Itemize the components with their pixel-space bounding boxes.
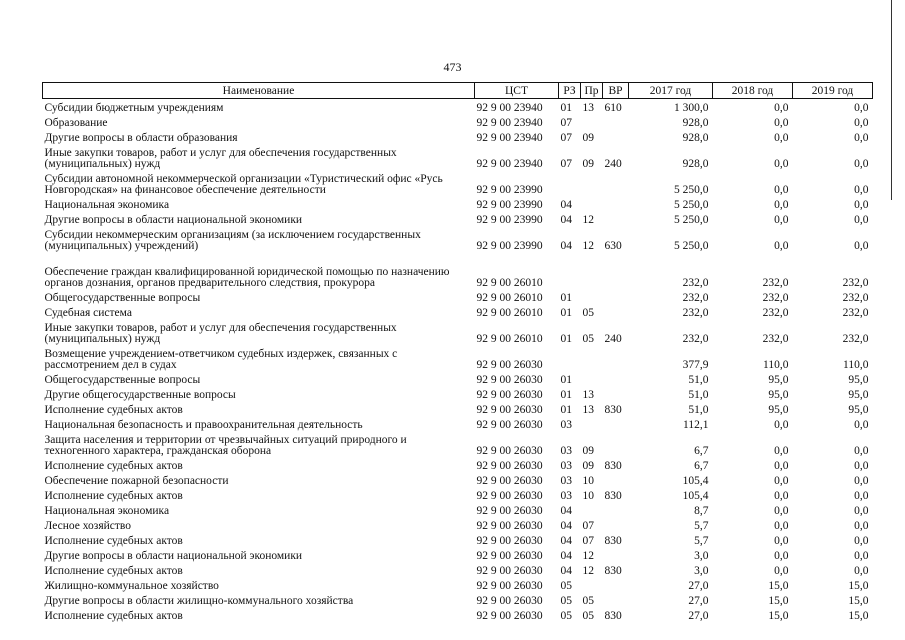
- cell-y2019: 0,0: [854, 158, 869, 170]
- cell-vr: [603, 371, 629, 386]
- cell-vr: [603, 416, 629, 431]
- right-edge-line: [891, 0, 892, 200]
- cell-name: Другие общегосударственные вопросы: [44, 389, 236, 401]
- cell-name: Иные закупки товаров, работ и услуг для обеспечения государственных (муниципальных) нужд: [44, 147, 397, 170]
- col-header-name: Наименование: [43, 83, 475, 99]
- cell-rz: 03: [560, 490, 572, 502]
- table-row: [43, 457, 873, 472]
- cell-cst: 92 9 00 26010: [476, 292, 543, 304]
- cell-rz: 04: [560, 520, 572, 532]
- cell-cst: 92 9 00 26030: [476, 610, 543, 622]
- cell-y2018: 232,0: [762, 333, 789, 345]
- cell-pr: 09: [582, 460, 594, 472]
- col-header-vr: ВР: [603, 83, 629, 99]
- cell-y2018: 0,0: [774, 550, 789, 562]
- cell-y2019: 0,0: [854, 240, 869, 252]
- cell-pr: [581, 371, 603, 386]
- cell-pr: 13: [582, 102, 594, 114]
- cell-y2017: 51,0: [688, 389, 709, 401]
- cell-vr: [603, 252, 629, 289]
- cell-vr: [603, 517, 629, 532]
- cell-vr: 830: [604, 535, 622, 547]
- cell-name: Национальная экономика: [44, 199, 170, 211]
- cell-y2018: 0,0: [774, 199, 789, 211]
- cell-y2019: 110,0: [843, 359, 869, 371]
- cell-name: Другие вопросы в области жилищно-коммунального хозяйства: [44, 595, 354, 607]
- cell-y2017: 232,0: [682, 292, 709, 304]
- cell-rz: [559, 252, 581, 289]
- cell-y2019: 0,0: [854, 550, 869, 562]
- cell-rz: 03: [560, 460, 572, 472]
- cell-y2019: 0,0: [854, 565, 869, 577]
- cell-cst: 92 9 00 26030: [476, 565, 543, 577]
- col-header-rz: РЗ: [559, 83, 581, 99]
- cell-name: Исполнение судебных актов: [44, 535, 183, 547]
- cell-pr: [581, 252, 603, 289]
- cell-y2018: 95,0: [768, 374, 789, 386]
- cell-y2018: 0,0: [774, 132, 789, 144]
- cell-rz: 01: [560, 374, 572, 386]
- cell-rz: 04: [560, 214, 572, 226]
- cell-cst: 92 9 00 26030: [476, 580, 543, 592]
- table-row: [43, 211, 873, 226]
- cell-y2018: 0,0: [774, 505, 789, 517]
- cell-y2018: 15,0: [768, 610, 789, 622]
- cell-rz: 05: [560, 595, 572, 607]
- cell-vr: [603, 170, 629, 196]
- cell-y2019: 15,0: [848, 580, 869, 592]
- cell-y2017: 232,0: [682, 333, 709, 345]
- cell-y2017: 5 250,0: [674, 240, 709, 252]
- cell-pr: 05: [582, 333, 594, 345]
- cell-cst: 92 9 00 26030: [476, 505, 543, 517]
- cell-pr: 12: [582, 550, 594, 562]
- cell-y2019: 0,0: [854, 102, 869, 114]
- cell-y2017: 51,0: [688, 404, 709, 416]
- cell-y2019: 0,0: [854, 117, 869, 129]
- cell-rz: 01: [560, 102, 572, 114]
- cell-vr: [603, 345, 629, 371]
- cell-rz: 01: [560, 307, 572, 319]
- cell-y2017: 5 250,0: [674, 184, 709, 196]
- cell-y2019: 232,0: [842, 307, 869, 319]
- cell-rz: 04: [560, 550, 572, 562]
- table-row: [43, 416, 873, 431]
- cell-name: Обеспечение граждан квалифицированной юридической помощью по назначению органов дознания, органов предварительного следствия, прокурора: [44, 266, 450, 289]
- cell-vr: [603, 502, 629, 517]
- cell-vr: 240: [604, 158, 622, 170]
- table-row: [43, 577, 873, 592]
- cell-y2019: 0,0: [854, 445, 869, 457]
- cell-y2018: 0,0: [774, 520, 789, 532]
- table-header-row: [43, 83, 873, 99]
- table-row: [43, 592, 873, 607]
- table-row: [43, 532, 873, 547]
- cell-y2019: 95,0: [848, 404, 869, 416]
- cell-name: Возмещение учреждением-ответчиком судебных издержек, связанных с рассмотрением дел в судах: [44, 348, 398, 371]
- table-row: [43, 129, 873, 144]
- cell-rz: 05: [560, 580, 572, 592]
- cell-vr: [603, 577, 629, 592]
- cell-cst: 92 9 00 26030: [476, 404, 543, 416]
- cell-cst: 92 9 00 26030: [476, 419, 543, 431]
- cell-name: Исполнение судебных актов: [44, 404, 183, 416]
- cell-y2018: 0,0: [774, 535, 789, 547]
- cell-y2018: 0,0: [774, 419, 789, 431]
- cell-y2019: 15,0: [848, 610, 869, 622]
- cell-y2019: 232,0: [842, 292, 869, 304]
- cell-pr: 05: [582, 307, 594, 319]
- cell-rz: 04: [560, 565, 572, 577]
- cell-name: Исполнение судебных актов: [44, 490, 183, 502]
- cell-pr: [581, 289, 603, 304]
- cell-rz: 03: [560, 445, 572, 457]
- cell-y2019: 0,0: [854, 132, 869, 144]
- table-row: [43, 607, 873, 622]
- table-row: [43, 431, 873, 457]
- cell-pr: [581, 170, 603, 196]
- cell-pr: [581, 502, 603, 517]
- cell-vr: 830: [604, 565, 622, 577]
- table-row: [43, 401, 873, 416]
- cell-y2019: 0,0: [854, 419, 869, 431]
- cell-cst: 92 9 00 26030: [476, 374, 543, 386]
- cell-cst: 92 9 00 23990: [476, 240, 543, 252]
- cell-rz: 07: [560, 158, 572, 170]
- cell-y2019: 0,0: [854, 214, 869, 226]
- cell-vr: [603, 431, 629, 457]
- cell-pr: 05: [582, 595, 594, 607]
- cell-y2017: 1 300,0: [674, 102, 709, 114]
- table-row: [43, 502, 873, 517]
- cell-y2017: 51,0: [688, 374, 709, 386]
- cell-y2018: 95,0: [768, 389, 789, 401]
- cell-pr: 09: [582, 445, 594, 457]
- cell-name: Субсидии автономной некоммерческой организации «Туристический офис «Русь Новгородская» на финансовое обеспечение деятельности: [44, 173, 443, 196]
- cell-pr: [581, 345, 603, 371]
- cell-rz: 01: [560, 389, 572, 401]
- cell-y2017: 928,0: [682, 158, 709, 170]
- cell-y2017: 6,7: [694, 460, 709, 472]
- cell-rz: 04: [560, 199, 572, 211]
- cell-y2018: 232,0: [762, 277, 789, 289]
- cell-y2017: 3,0: [694, 550, 709, 562]
- cell-pr: 12: [582, 214, 594, 226]
- cell-name: Общегосударственные вопросы: [44, 374, 201, 386]
- table-row: [43, 547, 873, 562]
- cell-pr: [581, 416, 603, 431]
- cell-vr: [603, 114, 629, 129]
- budget-table: [42, 82, 873, 622]
- cell-y2017: 232,0: [682, 307, 709, 319]
- cell-name: Образование: [44, 117, 108, 129]
- page-number: 473: [443, 60, 462, 74]
- cell-y2018: 110,0: [763, 359, 789, 371]
- cell-name: Другие вопросы в области национальной экономики: [44, 214, 303, 226]
- cell-rz: 01: [560, 333, 572, 345]
- cell-pr: [581, 114, 603, 129]
- cell-y2019: 95,0: [848, 389, 869, 401]
- cell-name: Национальная экономика: [44, 505, 170, 517]
- cell-rz: [559, 345, 581, 371]
- cell-y2017: 105,4: [682, 475, 709, 487]
- cell-pr: 09: [582, 132, 594, 144]
- cell-y2017: 27,0: [688, 595, 709, 607]
- table-row: [43, 170, 873, 196]
- col-header-2018: 2018 год: [713, 83, 793, 99]
- cell-vr: [603, 289, 629, 304]
- col-header-2019: 2019 год: [793, 83, 873, 99]
- col-header-cst: ЦСТ: [475, 83, 559, 99]
- cell-y2018: 0,0: [774, 240, 789, 252]
- cell-rz: 04: [560, 240, 572, 252]
- cell-cst: 92 9 00 26030: [476, 475, 543, 487]
- cell-y2017: 27,0: [688, 580, 709, 592]
- cell-vr: 830: [604, 610, 622, 622]
- cell-cst: 92 9 00 23940: [476, 158, 543, 170]
- cell-y2018: 0,0: [774, 102, 789, 114]
- cell-cst: 92 9 00 26030: [476, 595, 543, 607]
- cell-rz: 03: [560, 475, 572, 487]
- cell-cst: 92 9 00 23990: [476, 184, 543, 196]
- cell-name: Общегосударственные вопросы: [44, 292, 201, 304]
- cell-cst: 92 9 00 23990: [476, 214, 543, 226]
- cell-cst: 92 9 00 26030: [476, 520, 543, 532]
- cell-y2017: 5,7: [694, 520, 709, 532]
- cell-vr: [603, 592, 629, 607]
- table-row: [43, 114, 873, 129]
- col-header-2017: 2017 год: [629, 83, 713, 99]
- cell-cst: 92 9 00 26030: [476, 359, 543, 371]
- cell-vr: 630: [604, 240, 622, 252]
- cell-vr: 830: [604, 490, 622, 502]
- cell-name: Иные закупки товаров, работ и услуг для обеспечения государственных (муниципальных) нужд: [44, 322, 397, 345]
- cell-y2019: 0,0: [854, 490, 869, 502]
- cell-y2017: 105,4: [682, 490, 709, 502]
- cell-rz: 07: [560, 117, 572, 129]
- table-row: [43, 517, 873, 532]
- cell-y2017: 5 250,0: [674, 199, 709, 211]
- cell-y2019: 0,0: [854, 520, 869, 532]
- cell-y2019: 0,0: [854, 184, 869, 196]
- cell-vr: [603, 196, 629, 211]
- cell-pr: 07: [582, 535, 594, 547]
- cell-name: Жилищно-коммунальное хозяйство: [44, 580, 219, 592]
- cell-rz: 03: [560, 419, 572, 431]
- table-row: [43, 252, 873, 289]
- cell-y2017: 232,0: [682, 277, 709, 289]
- cell-vr: [603, 547, 629, 562]
- table-row: [43, 99, 873, 115]
- cell-y2019: 0,0: [854, 505, 869, 517]
- cell-y2018: 0,0: [774, 214, 789, 226]
- cell-y2017: 8,7: [694, 505, 709, 517]
- cell-cst: 92 9 00 23990: [476, 199, 543, 211]
- cell-y2018: 0,0: [774, 565, 789, 577]
- cell-name: Субсидии некоммерческим организациям (за исключением государственных (муниципальных) учреждений): [44, 229, 421, 252]
- cell-vr: [603, 472, 629, 487]
- cell-y2017: 377,9: [682, 359, 709, 371]
- cell-pr: 10: [582, 490, 594, 502]
- cell-y2019: 0,0: [854, 460, 869, 472]
- cell-y2018: 0,0: [774, 117, 789, 129]
- cell-y2018: 232,0: [762, 307, 789, 319]
- cell-pr: [581, 577, 603, 592]
- table-row: [43, 345, 873, 371]
- cell-name: Национальная безопасность и правоохранительная деятельность: [44, 419, 363, 431]
- col-header-pr: Пр: [581, 83, 603, 99]
- cell-vr: [603, 211, 629, 226]
- cell-name: Судебная система: [44, 307, 132, 319]
- cell-y2019: 232,0: [842, 333, 869, 345]
- cell-y2017: 928,0: [682, 117, 709, 129]
- cell-pr: 12: [582, 565, 594, 577]
- cell-cst: 92 9 00 26030: [476, 389, 543, 401]
- cell-pr: 10: [582, 475, 594, 487]
- table-row: [43, 196, 873, 211]
- cell-vr: 830: [604, 404, 622, 416]
- cell-name: Другие вопросы в области образования: [44, 132, 238, 144]
- cell-name: Обеспечение пожарной безопасности: [44, 475, 229, 487]
- cell-rz: 04: [560, 505, 572, 517]
- cell-vr: 610: [604, 102, 622, 114]
- cell-y2017: 5,7: [694, 535, 709, 547]
- cell-vr: [603, 129, 629, 144]
- cell-rz: 07: [560, 132, 572, 144]
- table-row: [43, 487, 873, 502]
- cell-cst: 92 9 00 26030: [476, 460, 543, 472]
- cell-cst: 92 9 00 26010: [476, 307, 543, 319]
- cell-y2018: 232,0: [762, 292, 789, 304]
- table-row: [43, 386, 873, 401]
- cell-cst: 92 9 00 26030: [476, 445, 543, 457]
- cell-cst: 92 9 00 26010: [476, 333, 543, 345]
- cell-y2017: 3,0: [694, 565, 709, 577]
- table-row: [43, 304, 873, 319]
- cell-y2018: 0,0: [774, 445, 789, 457]
- cell-y2018: 15,0: [768, 595, 789, 607]
- cell-y2018: 0,0: [774, 460, 789, 472]
- cell-vr: [603, 304, 629, 319]
- cell-name: Лесное хозяйство: [44, 520, 132, 532]
- table-row: [43, 319, 873, 345]
- cell-y2017: 5 250,0: [674, 214, 709, 226]
- cell-y2018: 0,0: [774, 490, 789, 502]
- cell-rz: [559, 170, 581, 196]
- cell-y2017: 27,0: [688, 610, 709, 622]
- cell-cst: 92 9 00 26030: [476, 490, 543, 502]
- cell-rz: 05: [560, 610, 572, 622]
- table-body: [43, 99, 873, 623]
- cell-name: Исполнение судебных актов: [44, 610, 183, 622]
- cell-name: Исполнение судебных актов: [44, 460, 183, 472]
- cell-rz: 04: [560, 535, 572, 547]
- cell-vr: 830: [604, 460, 622, 472]
- table-row: [43, 144, 873, 170]
- table-row: [43, 226, 873, 252]
- cell-pr: [581, 196, 603, 211]
- cell-y2017: 928,0: [682, 132, 709, 144]
- cell-cst: 92 9 00 26030: [476, 535, 543, 547]
- cell-pr: 05: [582, 610, 594, 622]
- table-row: [43, 562, 873, 577]
- cell-rz: 01: [560, 292, 572, 304]
- cell-cst: 92 9 00 23940: [476, 132, 543, 144]
- cell-y2017: 6,7: [694, 445, 709, 457]
- cell-y2017: 112,1: [683, 419, 709, 431]
- cell-y2018: 0,0: [774, 184, 789, 196]
- cell-y2019: 15,0: [848, 595, 869, 607]
- table-row: [43, 472, 873, 487]
- cell-pr: 09: [582, 158, 594, 170]
- table-row: [43, 289, 873, 304]
- cell-pr: 13: [582, 404, 594, 416]
- cell-y2018: 0,0: [774, 158, 789, 170]
- cell-cst: 92 9 00 23940: [476, 102, 543, 114]
- table-row: [43, 371, 873, 386]
- cell-y2019: 0,0: [854, 535, 869, 547]
- cell-y2018: 95,0: [768, 404, 789, 416]
- cell-y2019: 95,0: [848, 374, 869, 386]
- cell-cst: 92 9 00 23940: [476, 117, 543, 129]
- cell-y2018: 0,0: [774, 475, 789, 487]
- cell-vr: 240: [604, 333, 622, 345]
- cell-pr: 07: [582, 520, 594, 532]
- cell-name: Другие вопросы в области национальной экономики: [44, 550, 303, 562]
- cell-y2019: 0,0: [854, 475, 869, 487]
- cell-pr: 12: [582, 240, 594, 252]
- cell-y2018: 15,0: [768, 580, 789, 592]
- cell-cst: 92 9 00 26010: [476, 277, 543, 289]
- cell-y2019: 0,0: [854, 199, 869, 211]
- cell-name: Исполнение судебных актов: [44, 565, 183, 577]
- cell-pr: 13: [582, 389, 594, 401]
- cell-cst: 92 9 00 26030: [476, 550, 543, 562]
- cell-name: Защита населения и территории от чрезвычайных ситуаций природного и техногенного характера, гражданская оборона: [44, 434, 407, 457]
- cell-vr: [603, 386, 629, 401]
- cell-name: Субсидии бюджетным учреждениям: [44, 102, 224, 114]
- cell-y2019: 232,0: [842, 277, 869, 289]
- cell-rz: 01: [560, 404, 572, 416]
